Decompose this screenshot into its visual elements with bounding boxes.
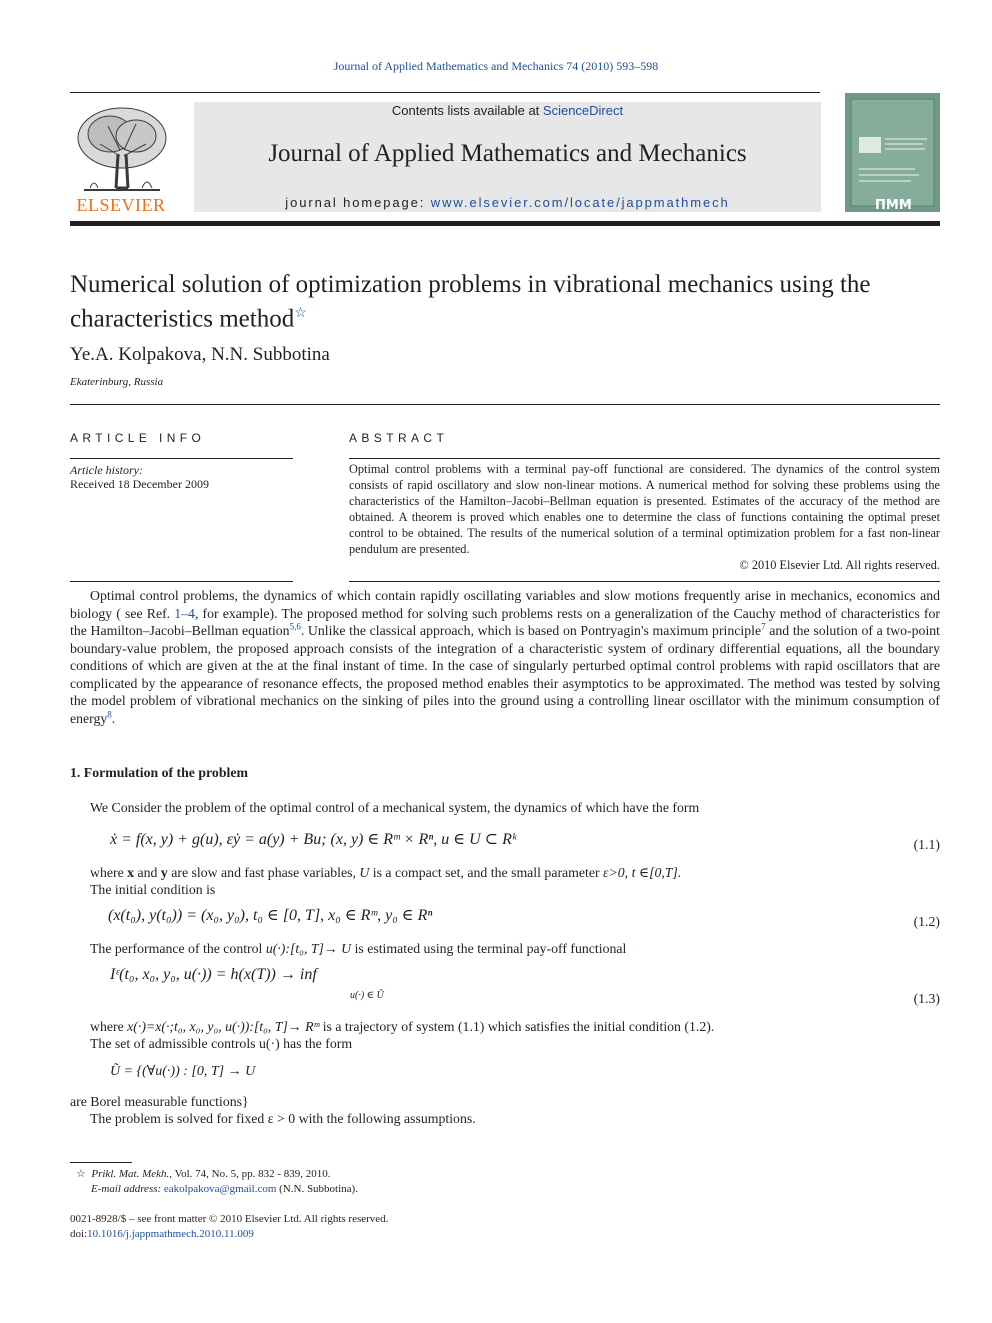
performance-text bbox=[90, 941, 626, 957]
footnote-star: ☆ bbox=[76, 1168, 86, 1180]
where-trajectory bbox=[90, 1019, 714, 1035]
performance-b: is estimated using the terminal pay-off functional bbox=[351, 941, 627, 956]
admissible-controls-text: The set of admissible controls u(·) has the form bbox=[90, 1036, 353, 1051]
equation-1-3-subscript: u(·) ∈ Ũ bbox=[350, 990, 384, 1001]
intro-text-2: , for example). The proposed method for solving such problems rests on a generalization of the Cauchy method of characteristics for the Hamilton–Jacobi–Bellman equation bbox=[70, 605, 940, 638]
formulation-intro: We Consider the problem of the optimal control of a mechanical system, the dynamics of which have the form bbox=[90, 800, 700, 815]
footnote-rule bbox=[70, 1162, 132, 1163]
header-top-rule bbox=[70, 92, 820, 93]
footnote-source-rest: , Vol. 74, No. 5, pp. 832 - 839, 2010. bbox=[169, 1168, 331, 1180]
ref-link-5-6[interactable]: 5,6 bbox=[289, 621, 301, 632]
footnote-source-journal: Prikl. Mat. Mekh. bbox=[91, 1168, 170, 1180]
email-person: (N.N. Subbotina). bbox=[276, 1183, 358, 1195]
equation-admissible-set: Ũ = {(∀u(·)) : [0, T] → U bbox=[110, 1064, 256, 1079]
title-footnote-star[interactable]: ☆ bbox=[294, 306, 307, 321]
cover-abbrev: ПММ bbox=[875, 198, 912, 212]
equation-1-2-number: (1.2) bbox=[913, 914, 940, 929]
equation-1-2: (x(t₀), y(t₀)) = (x₀, y₀), t₀ ∈ [0, T], x₀ ∈ Rᵐ, y₀ ∈ Rⁿ bbox=[108, 907, 433, 924]
homepage-line bbox=[194, 195, 821, 210]
intro-text-3: . Unlike the classical approach, which is based on Pontryagin's maximum principle bbox=[300, 623, 762, 638]
where2-traj: x(·)=x(·;t₀, x₀, y₀, u(·)):[t₀, T]→ Rᵐ bbox=[127, 1019, 320, 1034]
article-history-label: Article history: bbox=[70, 463, 143, 477]
abstract-text: Optimal control problems with a terminal pay-off functional are considered. The dynamics of the control system consists of rapid oscillatory and slow non-linear motions. A numerical method for solving these problems using the characteristics of the Hamilton–Jacobi–Bellman equation is presented. Estimates of the accuracy of the method are obtained. A theorem is proved which enables one to determine the class of functions containing the optimal preset control to be obtained. The results of the numerical solution of a terminal optimization problem for a fast non-linear pendulum are presented. bbox=[349, 462, 940, 556]
article-title bbox=[70, 270, 950, 333]
journal-citation-link[interactable]: Journal of Applied Mathematics and Mechanics 74 (2010) 593–598 bbox=[333, 59, 659, 73]
intro-text-1: Optimal control problems, the dynamics of which contain rapidly oscillating variables and slow motions frequently arise in mechanics, economics and biology ( see Ref. bbox=[70, 588, 940, 621]
equation-1-1-number: (1.1) bbox=[913, 837, 940, 852]
problem-solved-text: The problem is solved for fixed ε > 0 with the following assumptions. bbox=[90, 1111, 476, 1126]
where2-a: where bbox=[90, 1019, 128, 1034]
ref-link-7[interactable]: 7 bbox=[761, 621, 766, 632]
sciencedirect-link[interactable]: ScienceDirect bbox=[542, 103, 624, 118]
where1-y: y bbox=[160, 865, 168, 880]
performance-a: The performance of the control bbox=[90, 941, 266, 956]
performance-u: u(·):[t₀, T]→ U bbox=[265, 941, 352, 956]
article-info-heading: ARTICLE INFO bbox=[70, 431, 206, 445]
where1-x: x bbox=[127, 865, 135, 880]
equation-1-3-number: (1.3) bbox=[913, 991, 940, 1006]
title-divider bbox=[70, 404, 940, 405]
article-title-text: Numerical solution of optimization problems in vibrational mechanics using the characteristics method bbox=[70, 271, 871, 333]
header-thick-rule bbox=[70, 221, 940, 226]
borel-text: are Borel measurable functions} bbox=[70, 1094, 249, 1109]
homepage-prefix: journal homepage: bbox=[285, 195, 431, 210]
email-label: E-mail address: bbox=[91, 1183, 164, 1195]
journal-cover-icon bbox=[845, 93, 940, 212]
where-slow-fast bbox=[90, 865, 681, 881]
front-matter-line: 0021-8928/$ – see front matter © 2010 Elsevier Ltd. All rights reserved. bbox=[70, 1213, 389, 1225]
where1-d: is a compact set, and the small parameter bbox=[369, 865, 604, 880]
article-info-rule-bottom bbox=[70, 581, 293, 582]
ref-link-1-4[interactable]: 1–4 bbox=[174, 605, 195, 621]
equation-1-3: Iᵋ(t₀, x₀, y₀, u(·)) = h(x(T)) → inf bbox=[110, 966, 317, 983]
journal-title: Journal of Applied Mathematics and Mechanics bbox=[268, 140, 747, 167]
email-link[interactable]: eakolpakova@gmail.com bbox=[163, 1183, 277, 1195]
section-heading: 1. Formulation of the problem bbox=[70, 765, 248, 780]
author-list: Ye.A. Kolpakova, N.N. Subbotina bbox=[70, 344, 330, 365]
intro-text-4: and the solution of a two-point boundary-value problem, the proposed approach consists of the integration of a characteristic system of ordinary differential equations, all the boundary conditions of which are given at the at the final instant of time. In the case of singularly perturbed optimal control problems with rapid oscillators that are complicated by the appearance of resonance effects, the proposed method enables their asymptotics to be approximated. The method was tested by solving the model problem of vibrational mechanics on the sinking of piles into the ground using a controlling linear oscillator with the minimum consumption of energy bbox=[70, 623, 941, 726]
intro-text-5: . bbox=[111, 710, 116, 726]
where1-cond: ε>0, t ∈[0,T]. bbox=[603, 865, 682, 880]
elsevier-wordmark: ELSEVIER bbox=[76, 195, 166, 215]
abstract-rule-top bbox=[349, 458, 940, 459]
homepage-link[interactable]: www.elsevier.com/locate/jappmathmech bbox=[430, 195, 730, 210]
where1-U: U bbox=[359, 865, 370, 880]
footnote-source bbox=[76, 1167, 331, 1182]
doi-link[interactable]: 10.1016/j.jappmathmech.2010.11.009 bbox=[87, 1228, 254, 1240]
equation-1-1: ẋ = f(x, y) + g(u), εẏ = a(y) + Bu; (x, y) ∈ Rᵐ × Rⁿ, u ∈ U ⊂ Rᵏ bbox=[110, 831, 517, 848]
ref-link-8[interactable]: 8 bbox=[107, 708, 112, 719]
where1-b: and bbox=[134, 865, 161, 880]
where1-a: where bbox=[90, 865, 128, 880]
where2-b: is a trajectory of system (1.1) which satisfies the initial condition (1.2). bbox=[319, 1019, 715, 1034]
abstract-copyright: © 2010 Elsevier Ltd. All rights reserved. bbox=[739, 558, 940, 572]
initial-condition-text: The initial condition is bbox=[90, 882, 216, 897]
where1-c: are slow and fast phase variables, bbox=[167, 865, 360, 880]
affiliation: Ekaterinburg, Russia bbox=[70, 376, 164, 388]
abstract-heading: ABSTRACT bbox=[349, 431, 449, 445]
doi-prefix: doi: bbox=[70, 1228, 88, 1240]
abstract-rule-bottom bbox=[349, 581, 940, 582]
footnote-email bbox=[91, 1182, 358, 1197]
contents-line bbox=[194, 103, 821, 118]
intro-paragraph bbox=[70, 587, 940, 727]
received-date: Received 18 December 2009 bbox=[70, 477, 209, 491]
doi-line bbox=[70, 1227, 254, 1242]
article-info-rule-top bbox=[70, 458, 293, 459]
contents-prefix: Contents lists available at bbox=[391, 103, 543, 118]
